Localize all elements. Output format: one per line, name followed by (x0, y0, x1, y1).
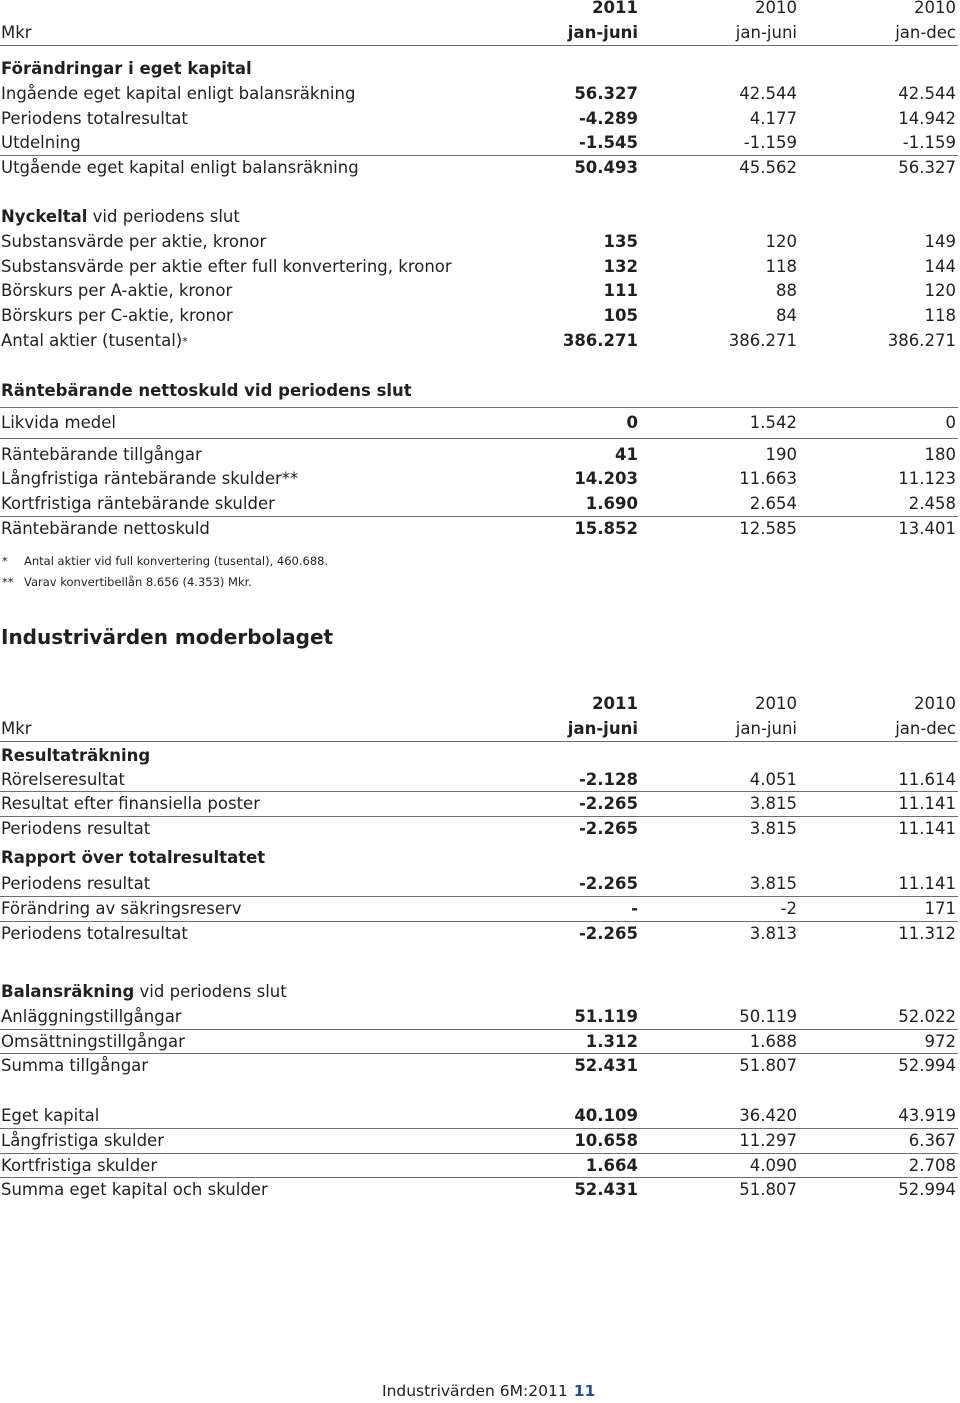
netdebt-section (0, 378, 958, 541)
table-row-total: Utgående eget kapital enligt balansräkning 50.493 45.562 56.327 (1, 158, 956, 178)
section-title: Förändringar i eget kapital (1, 59, 252, 78)
header-period-2: jan-juni (735, 22, 797, 42)
table-row: Långfristiga skulder 10.658 11.297 6.367 (0, 1129, 958, 1154)
table-row-total: Summa tillgångar 52.431 51.807 52.994 (1, 1056, 956, 1076)
table-row: Anläggningstillgångar 51.119 50.119 52.022 (0, 1005, 958, 1030)
page-number: 11 (573, 1382, 596, 1400)
table-row: Substansvärde per aktie efter full konvertering, kronor 132 118 144 (1, 256, 956, 276)
header-period-1: jan-juni (567, 718, 638, 738)
table-row: Antal aktier (tusental)* 386.271 386.271 386.271 (1, 330, 956, 350)
header-periods-row (0, 21, 958, 46)
table-row: Omsättningstillgångar 1.312 1.688 972 (0, 1030, 958, 1055)
header-period-3: jan-dec (895, 22, 956, 42)
header-year-1: 2011 (592, 694, 638, 713)
summary-table (0, 0, 958, 46)
table-row-total: Summa eget kapital och skulder 52.431 51.807 52.994 (1, 1180, 956, 1200)
section-heading: Industrivärden moderbolaget (1, 625, 334, 649)
section-title: Resultaträkning (1, 745, 151, 765)
header-periods-row (0, 717, 958, 742)
table-row: Periodens resultat -2.265 3.815 11.141 (0, 872, 958, 897)
header-period-2: jan-juni (735, 718, 797, 738)
header-years-row (0, 692, 958, 717)
header-years-row (0, 0, 958, 21)
balance-section (0, 980, 958, 1079)
header-unit: Mkr (1, 718, 32, 738)
section-title: Nyckeltal vid periodens slut (1, 207, 240, 226)
header-year-3: 2010 (914, 694, 956, 713)
header-period-3: jan-dec (895, 718, 956, 738)
footnote-marker: * (182, 334, 188, 348)
table-row: Eget kapital 40.109 36.420 43.919 (0, 1104, 958, 1129)
table-row: Ingående eget kapital enligt balansräkning 56.327 42.544 42.544 (1, 83, 956, 103)
header-year-2: 2010 (755, 0, 797, 17)
table-row: Rörelseresultat -2.128 4.051 11.614 (0, 768, 958, 793)
parent-company-table (0, 692, 958, 946)
table-row: Förändring av säkringsreserv - -2 171 (0, 897, 958, 922)
table-row-total: Periodens resultat -2.265 3.815 11.141 (1, 819, 956, 839)
table-row: Resultat efter finansiella poster -2.265 3.815 11.141 (0, 792, 958, 817)
equity-liabilities-section (0, 1104, 958, 1203)
header-year-3: 2010 (914, 0, 956, 17)
section-title: Rapport över totalresultatet (1, 847, 266, 867)
header-period-1: jan-juni (567, 22, 638, 42)
table-row: Substansvärde per aktie, kronor 135 120 149 (1, 231, 956, 251)
equity-section (0, 57, 958, 181)
table-row: Kortfristiga räntebärande skulder 1.690 2.654 2.458 (0, 492, 958, 517)
footnote: * Antal aktier vid full konvertering (tusental), 460.688. (2, 554, 329, 568)
table-row-total: Periodens totalresultat -2.265 3.813 11.312 (1, 923, 956, 943)
keyfigures-section (0, 205, 958, 354)
header-unit: Mkr (1, 22, 32, 42)
table-row: Räntebärande tillgångar 41 190 180 (1, 445, 956, 464)
section-title: Balansräkning vid periodens slut (1, 982, 287, 1001)
section-title: Räntebärande nettoskuld vid periodens slut (0, 378, 958, 408)
header-year-1: 2011 (592, 0, 638, 17)
table-row-total: Räntebärande nettoskuld 15.852 12.585 13.401 (1, 518, 956, 538)
table-row: Utdelning -1.545 -1.159 -1.159 (0, 131, 958, 156)
footnote: ** Varav konvertibellån 8.656 (4.353) Mkr. (2, 575, 252, 589)
table-row: Periodens totalresultat -4.289 4.177 14.942 (1, 108, 956, 128)
table-row: Långfristiga räntebärande skulder** 14.203 11.663 11.123 (1, 469, 956, 488)
header-year-2: 2010 (755, 694, 797, 713)
table-row: Börskurs per C-aktie, kronor 105 84 118 (1, 306, 956, 326)
table-row: Likvida medel 0 1.542 0 (0, 408, 958, 439)
table-row: Kortfristiga skulder 1.664 4.090 2.708 (0, 1154, 958, 1179)
footer-text: Industrivärden 6M:2011 (382, 1382, 568, 1400)
table-row: Börskurs per A-aktie, kronor 111 88 120 (1, 281, 956, 301)
page-footer (382, 1382, 595, 1400)
